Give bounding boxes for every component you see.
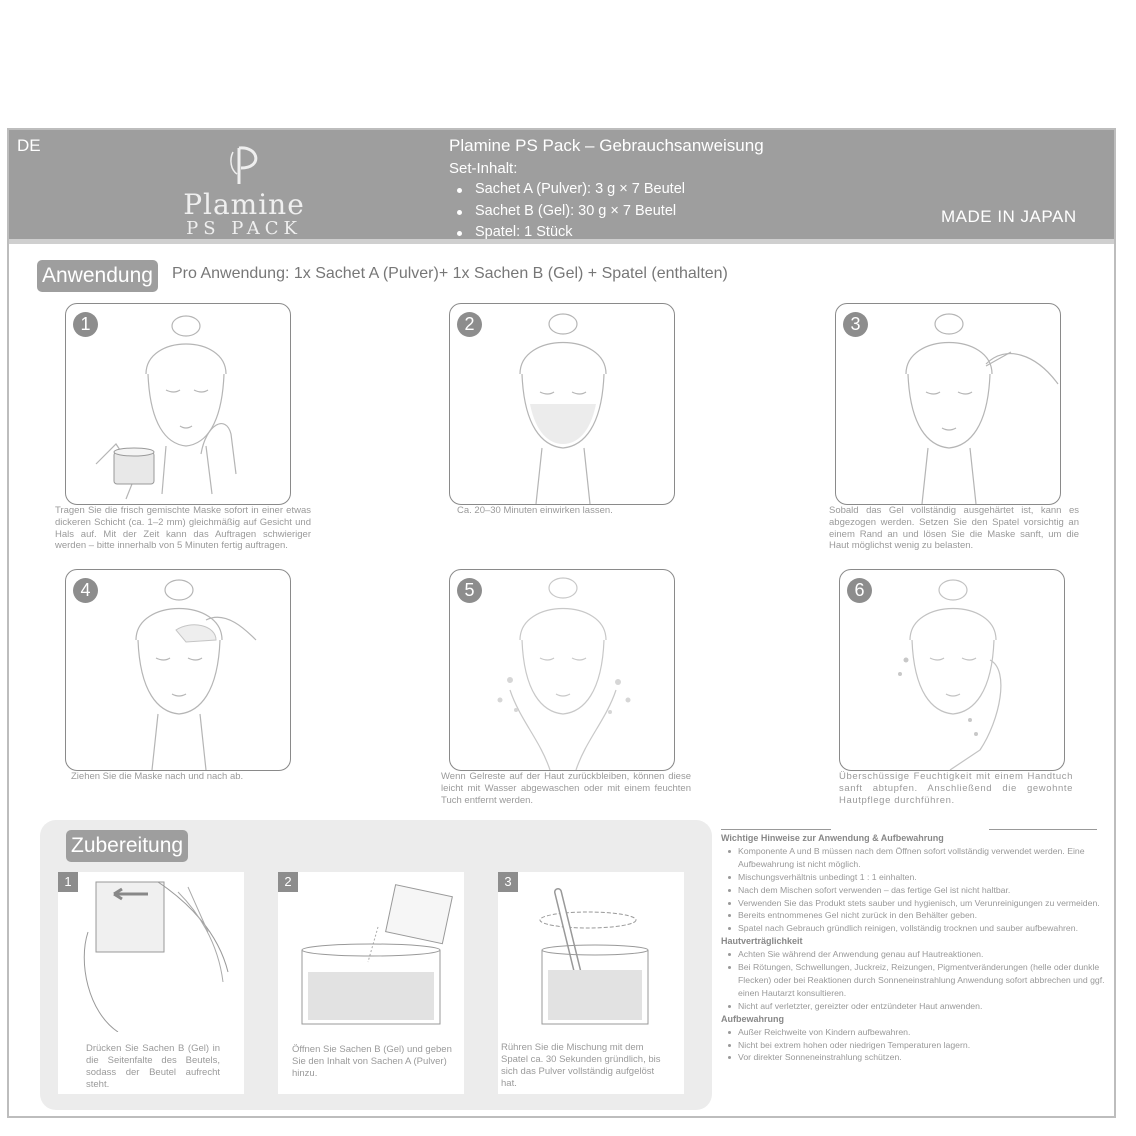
brand-p-icon [179,140,309,190]
step-number: 2 [457,312,482,337]
list-item: Spatel: 1 Stück [475,224,685,246]
step-caption-1: Tragen Sie die frisch gemischte Maske sofort in einer etwas dickeren Schicht (ca. 1–2 mm) gleichmäßig auf Gesicht und Hals auf. Mit der Zeit kann das Auftragen schwieriger werden – bitte innerhalb von 5 Minuten fertig auftragen. [55,505,311,552]
set-contents-list [475,181,685,246]
list-item: Außer Reichweite von Kindern aufbewahren. [738,1026,1113,1039]
step-card-5 [449,569,675,771]
face-mask-apply-icon [66,304,291,505]
instruction-sheet [7,128,1116,1118]
step-caption-3: Sobald das Gel vollständig ausgehärtet ist, kann es abgezogen werden. Setzen Sie den Spatel vorsichtig an einem Rand an und lösen Sie die Maske sanft, um die Haut möglichst wenig zu belasten. [829,505,1079,552]
step-card-6 [839,569,1065,771]
list-item: Mischungsverhältnis unbedingt 1 : 1 einhalten. [738,871,1113,884]
language-code: DE [17,136,41,155]
step-number: 3 [498,872,518,892]
list-item: Bei Rötungen, Schwellungen, Juckreiz, Reizungen, Pigmentveränderungen (helle oder dunkle Flecken) oder bei Reaktionen durch Sonneneinstrahlung Anwendung sofort abbrechen und ggf. einen Hautarzt konsultieren. [738,961,1113,1000]
step-card-4 [65,569,291,771]
skin-list [721,948,1113,1013]
list-item: Bereits entnommenes Gel nicht zurück in den Behälter geben. [738,909,1113,922]
step-number: 1 [73,312,98,337]
list-item: Vor direkter Sonneneinstrahlung schützen. [738,1051,1113,1064]
logo-subtitle: PS PACK [186,218,302,239]
document-title: Plamine PS Pack – Gebrauchsanweisung [449,136,764,155]
divider [989,829,1097,830]
list-item: Achten Sie während der Anwendung genau auf Hautreaktionen. [738,948,1113,961]
step-caption-5: Wenn Gelreste auf der Haut zurückbleiben, können diese leicht mit Wasser abgewaschen oder mit einem feuchten Tuch entfernt werden. [441,771,691,806]
notes-section [721,832,1113,1064]
step-number: 4 [73,578,98,603]
stir-mixture-icon [498,872,684,1032]
list-item: Sachet B (Gel): 30 g × 7 Beutel [475,203,685,225]
storage-title: Aufbewahrung [721,1013,784,1024]
step-number: 2 [278,872,298,892]
face-towel-icon [840,570,1065,771]
made-in-label: MADE IN JAPAN [941,207,1077,226]
skin-title: Hautverträglichkeit [721,936,803,947]
list-item: Nicht bei extrem hohen oder niedrigen Temperaturen lagern. [738,1039,1113,1052]
divider [721,829,831,830]
face-wash-icon [450,570,675,771]
step-number: 1 [58,872,78,892]
list-item: Nicht auf verletzter, gereizter oder entzündeter Haut anwenden. [738,1000,1113,1013]
step-card-2 [449,303,675,505]
notes-list [721,845,1113,935]
prep-caption-3: Rühren Sie die Mischung mit dem Spatel ca. 30 Sekunden gründlich, bis sich das Pulver vollständig aufgelöst hat. [501,1042,661,1089]
face-mask-wait-icon [450,304,675,505]
step-caption-6: Überschüssige Feuchtigkeit mit einem Handtuch sanft abtupfen. Anschließend die gewohnte Hautpflege durchführen. [839,771,1073,806]
header-band [9,130,1114,244]
list-item: Verwenden Sie das Produkt stets sauber und hygienisch, um Verunreinigungen zu vermeiden. [738,897,1113,910]
brand-logo [179,140,309,240]
face-peel-off-icon [66,570,291,771]
prep-caption-2: Öffnen Sie Sachen B (Gel) und geben Sie den Inhalt von Sachen A (Pulver) hinzu. [292,1044,452,1079]
list-item: Nach dem Mischen sofort verwenden – das fertige Gel ist nicht haltbar. [738,884,1113,897]
anwendung-label: Anwendung [37,260,158,292]
step-caption-2: Ca. 20–30 Minuten einwirken lassen. [457,505,613,516]
powder-pour-icon [278,872,464,1032]
prep-caption-1: Drücken Sie Sachen B (Gel) in die Seitenfalte des Beutels, sodass der Beutel aufrecht steht. [86,1043,220,1090]
list-item: Spatel nach Gebrauch gründlich reinigen, vollständig trocknen und sauber aufbewahren. [738,922,1113,935]
step-number: 3 [843,312,868,337]
list-item: Sachet A (Pulver): 3 g × 7 Beutel [475,181,685,203]
step-number: 6 [847,578,872,603]
logo-name: Plamine [183,188,305,221]
step-caption-4: Ziehen Sie die Maske nach und nach ab. [71,771,244,782]
anwendung-subtitle: Pro Anwendung: 1x Sachet A (Pulver)+ 1x Sachen B (Gel) + Spatel (enthalten) [172,265,728,282]
list-item: Komponente A und B müssen nach dem Öffnen sofort vollständig verwendet werden. Eine Aufbewahrung ist nicht möglich. [738,845,1113,871]
set-contents-label: Set-Inhalt: [449,160,518,177]
notes-title: Wichtige Hinweise zur Anwendung & Aufbewahrung [721,833,944,843]
zubereitung-panel [40,820,712,1110]
step-number: 5 [457,578,482,603]
zubereitung-label: Zubereitung [66,830,188,862]
face-peel-start-icon [836,304,1061,505]
sachet-press-icon [58,872,244,1032]
step-card-1 [65,303,291,505]
step-card-3 [835,303,1061,505]
storage-list [721,1026,1113,1065]
